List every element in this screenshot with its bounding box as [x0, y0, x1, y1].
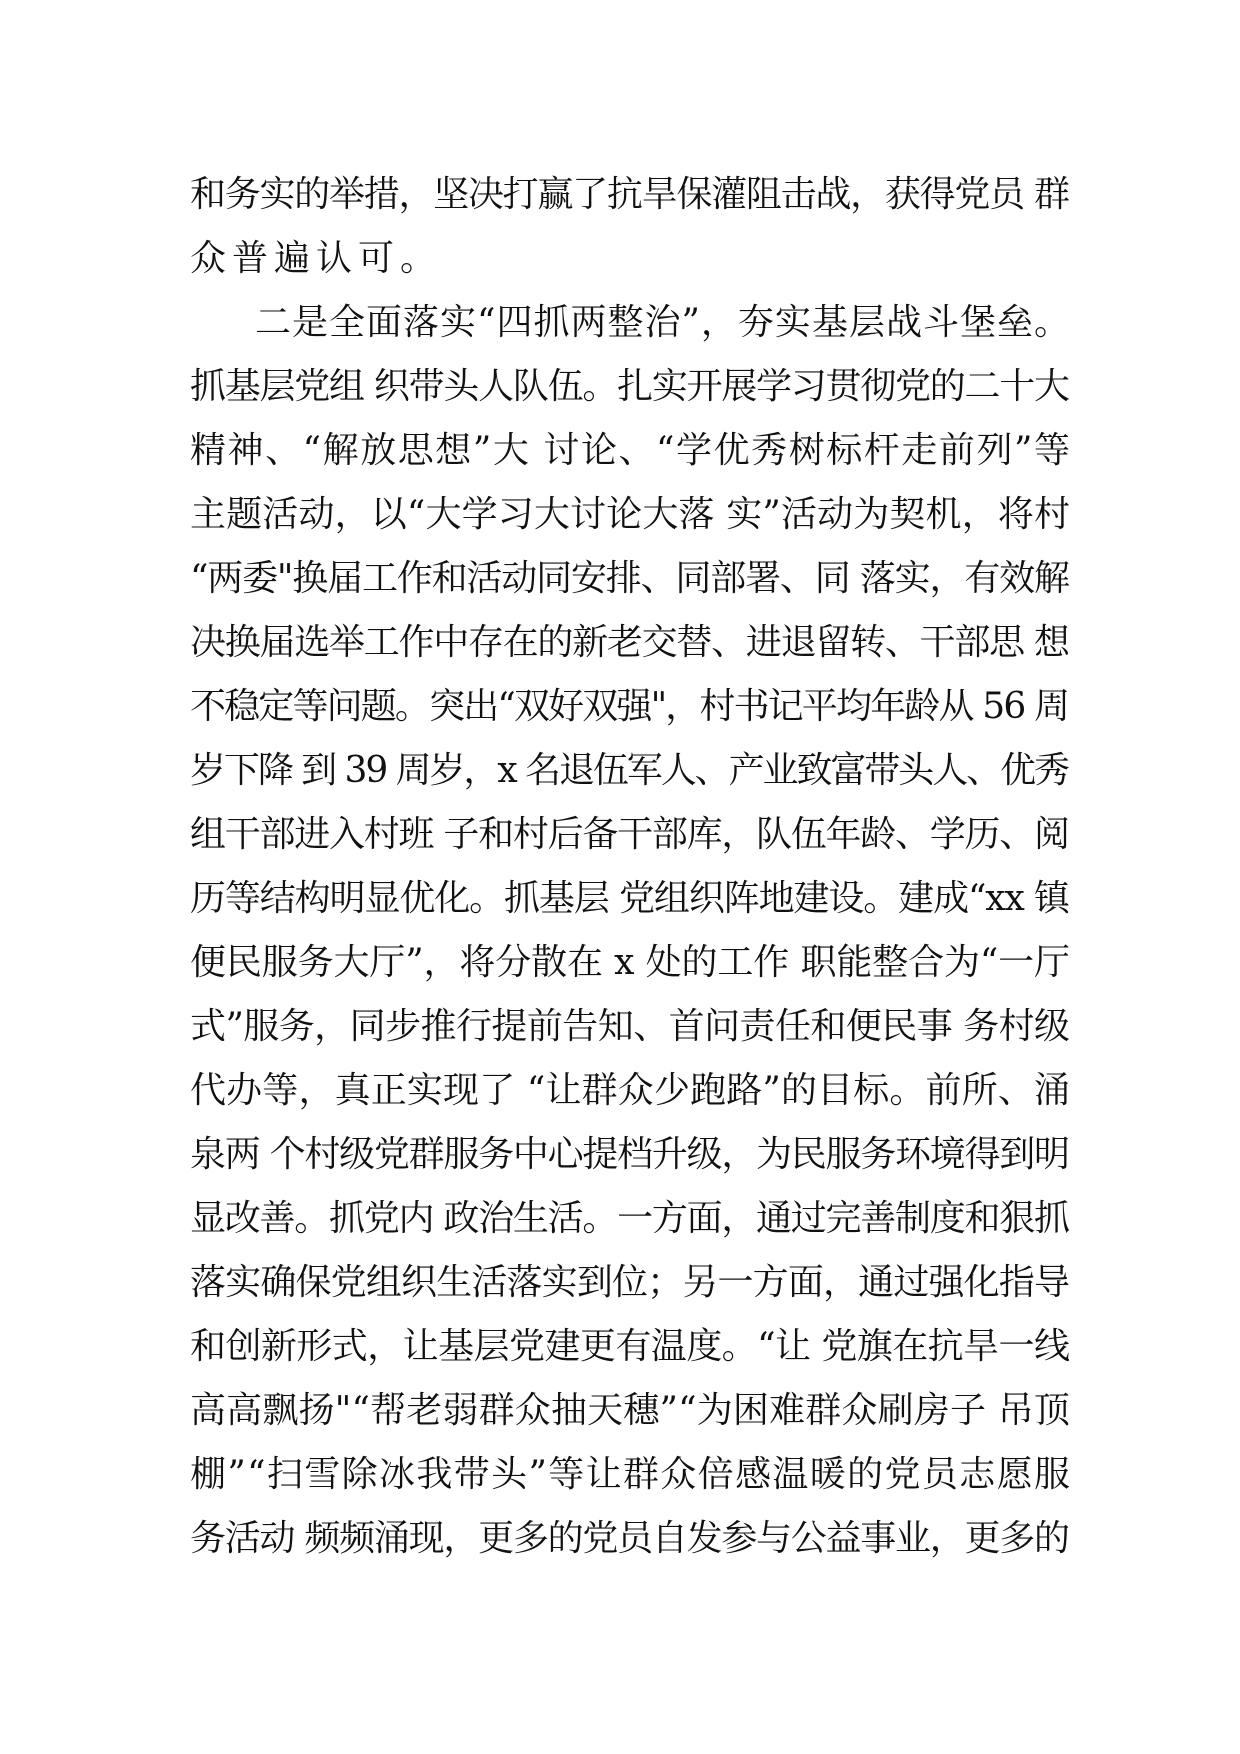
text-line: 棚”“扫雪除冰我带头”等让群众倍感温暖的党员志愿服 — [190, 1454, 1072, 1495]
text-line: 和创新形式，让基层党建更有温度。“让 党旗在抗旱一线 — [190, 1326, 1070, 1367]
text-line: 历等结构明显优化。抓基层 党组织阵地建设。建成“xx 镇 — [190, 878, 1069, 919]
text-line: 泉两 个村级党群服务中心提档升级，为民服务环境得到明 — [190, 1134, 1069, 1175]
text-line: 不稳定等问题。突出“双好双强"，村书记平均年龄从 56 周 — [190, 686, 1069, 727]
text-line: 显改善。抓党内 政治生活。一方面，通过完善制度和狠抓 — [190, 1198, 1069, 1239]
paragraph-heading-line: 二是全面落实“四抓两整治”，夯实基层战斗堡垒。 — [255, 302, 1072, 343]
text-line: 决换届选举工作中存在的新老交替、进退留转、干部思 想 — [190, 622, 1069, 663]
text-line: “两委"换届工作和活动同安排、同部署、同 落实，有效解 — [190, 558, 1069, 599]
text-line: 主题活动，以“大学习大讨论大落 实”活动为契机，将村 — [190, 494, 1071, 535]
text-line: 落实确保党组织生活落实到位；另一方面，通过强化指导 — [190, 1262, 1070, 1303]
text-line: 精神、“解放思想”大 讨论、“学优秀树标杆走前列”等 — [190, 430, 1072, 471]
text-line: 和务实的举措，坚决打赢了抗旱保灌阻击战，获得党员 群 — [190, 174, 1069, 215]
text-line: 组干部进入村班 子和村后备干部库，队伍年龄、学历、阅 — [190, 814, 1069, 855]
text-line: 式”服务，同步推行提前告知、首问责任和便民事 务村级 — [190, 1006, 1070, 1047]
text-line: 便民服务大厅”，将分散在 x 处的工作 职能整合为“一厅 — [190, 942, 1070, 983]
text-line: 代办等，真正实现了 “让群众少跑路”的目标。前所、涌 — [190, 1070, 1071, 1111]
text-line: 岁下降 到 39 周岁，x 名退伍军人、产业致富带头人、优秀 — [190, 750, 1068, 791]
text-line: 务活动 频频涌现，更多的党员自发参与公益事业，更多的 — [190, 1518, 1069, 1559]
text-line: 抓基层党组 织带头人队伍。扎实开展学习贯彻党的二十大 — [190, 366, 1069, 407]
text-line: 众普遍认可。 — [190, 238, 443, 279]
body-text — [190, 163, 1070, 1571]
text-line: 高高飘扬"“帮老弱群众抽天穗”“为困难群众刷房子 吊顶 — [190, 1390, 1071, 1431]
